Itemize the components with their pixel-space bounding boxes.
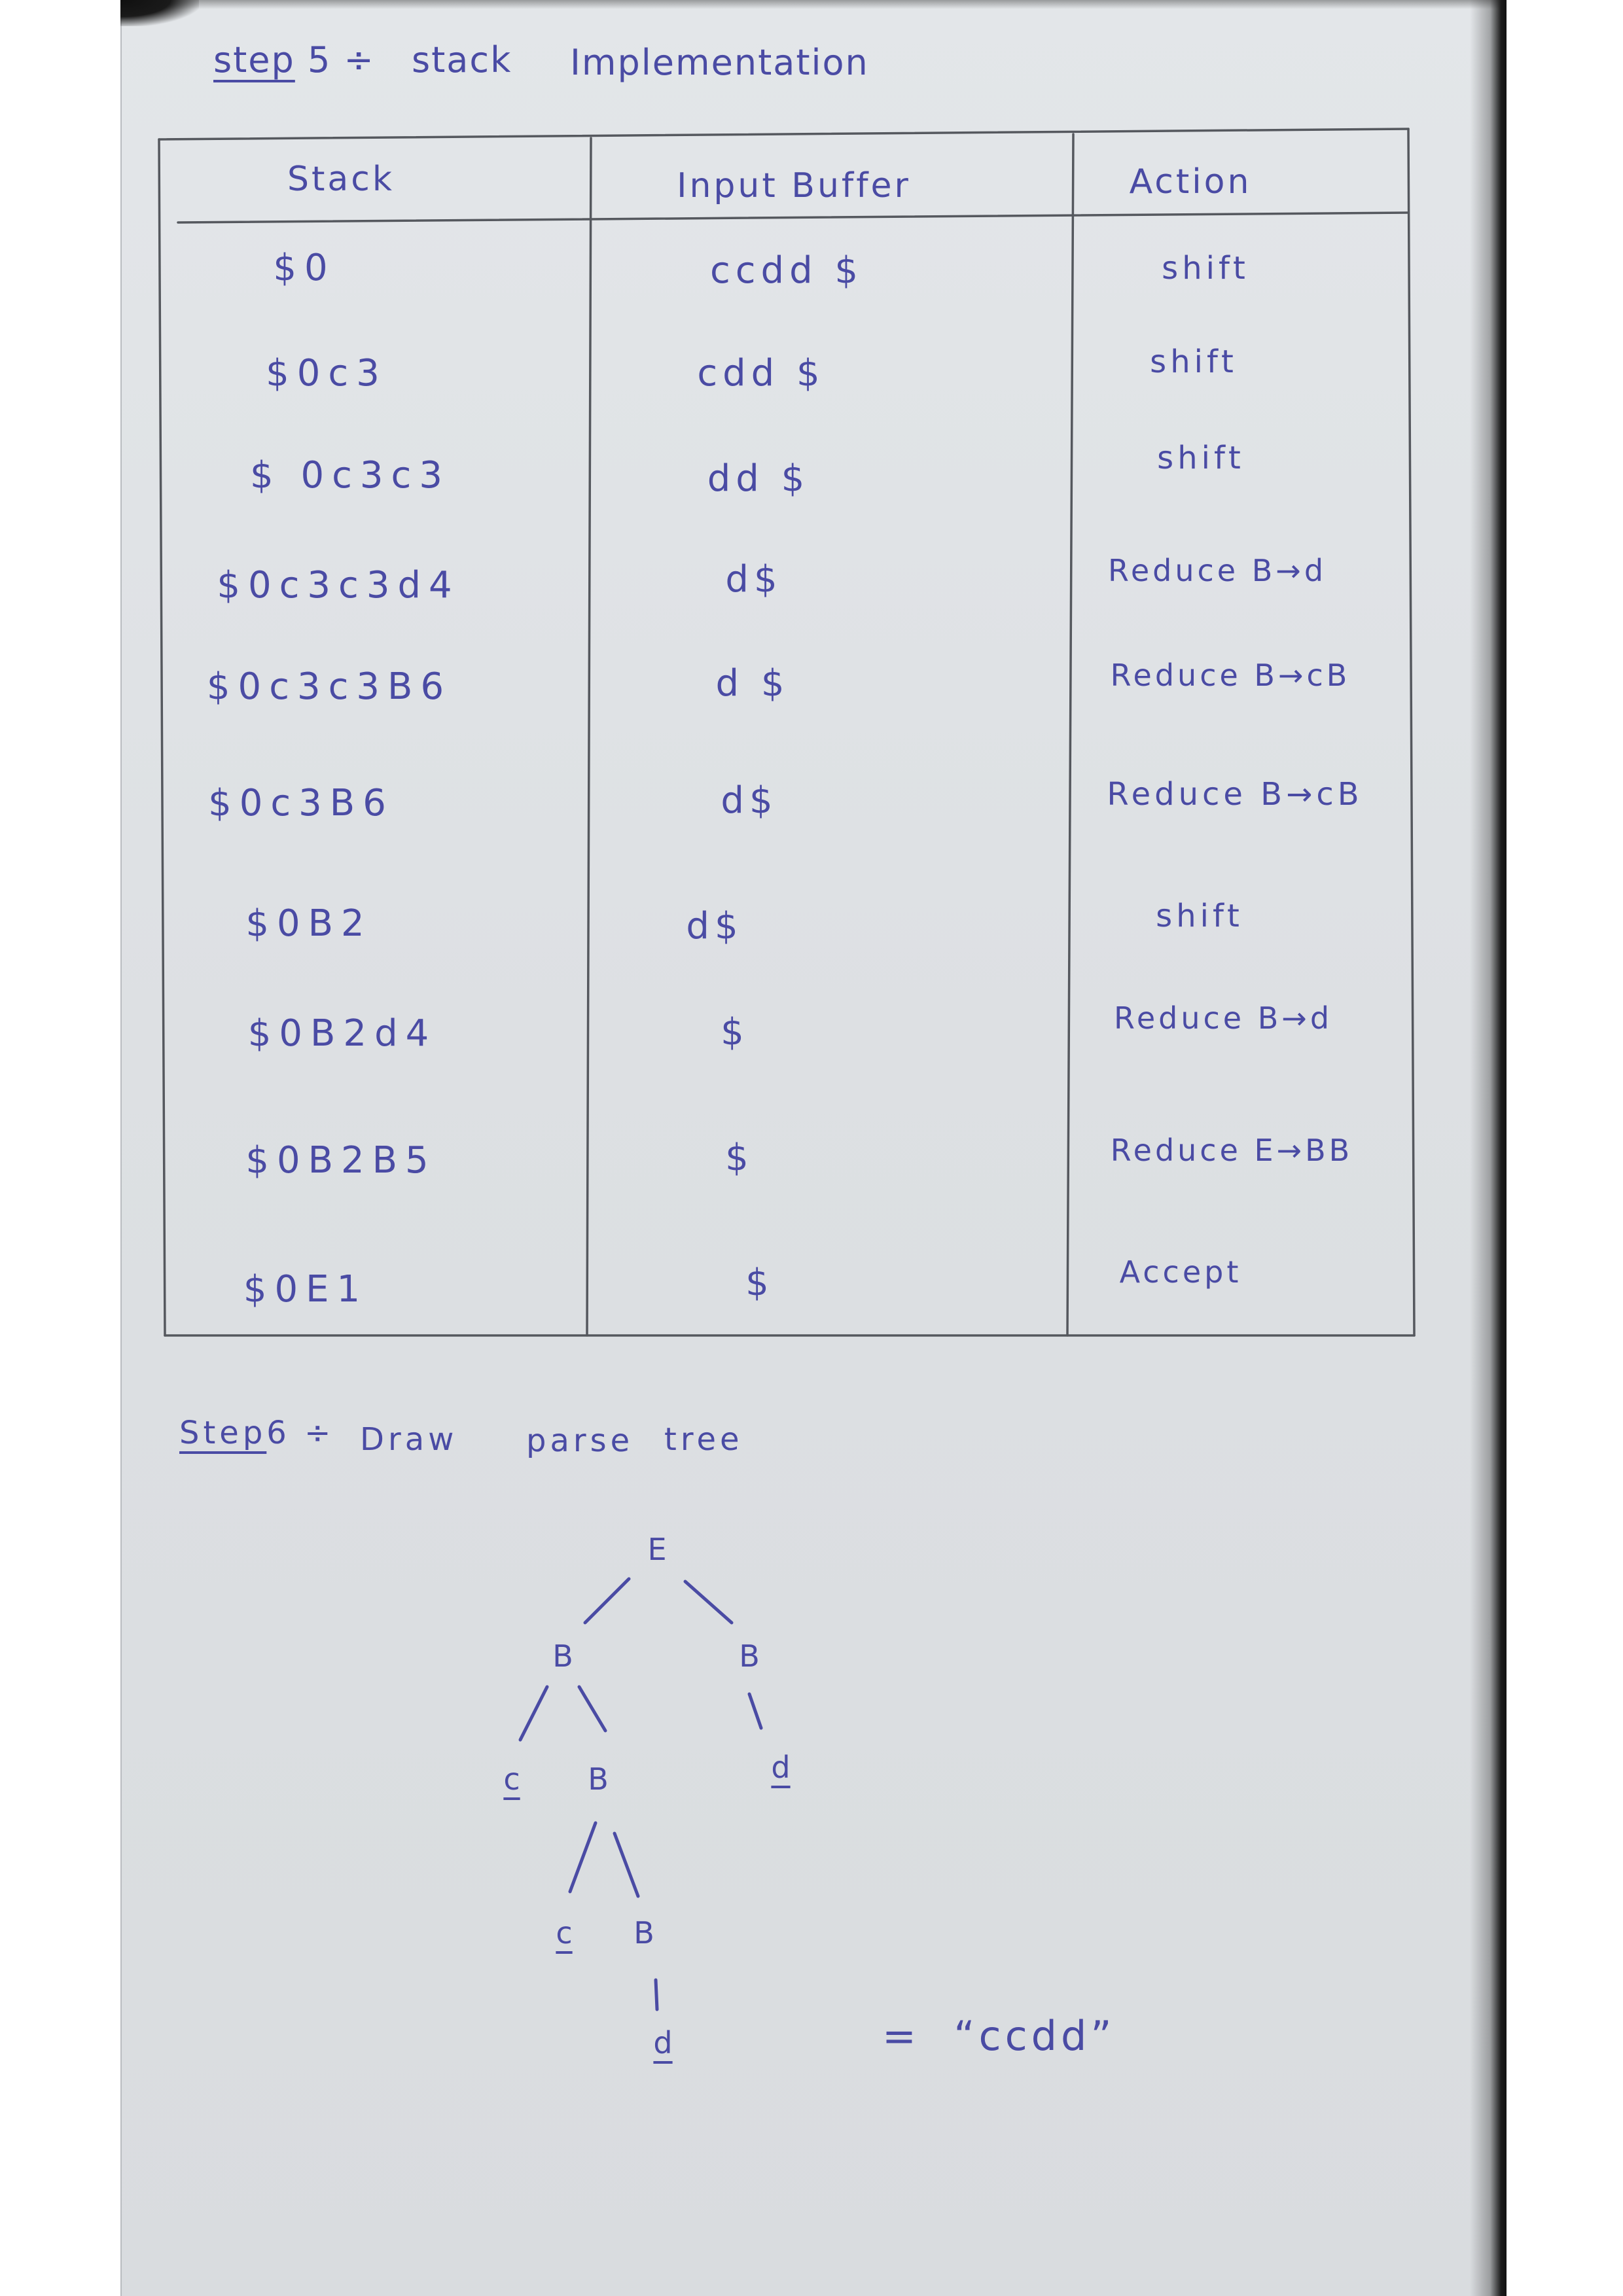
tree-leaf: d — [771, 1750, 791, 1785]
stack-cell: $0c3B6 — [208, 782, 394, 824]
stack-cell: $0c3c3B6 — [206, 665, 452, 708]
step6-word-draw: Draw — [360, 1421, 458, 1458]
table-border-left — [159, 139, 165, 1335]
action-cell: Reduce B→d — [1107, 553, 1327, 588]
input-cell: d$ — [686, 905, 743, 947]
tree-edge-b-c-lower — [570, 1823, 596, 1892]
tree-node-root: E — [647, 1532, 667, 1567]
table-header-action: Action — [1129, 162, 1252, 202]
action-cell: shift — [1162, 250, 1249, 287]
input-cell: cdd $ — [697, 352, 825, 395]
table-header-divider — [178, 213, 1408, 222]
tree-leaf: c — [556, 1915, 573, 1951]
input-cell: d$ — [725, 558, 783, 601]
tree-node: B — [739, 1638, 760, 1674]
action-cell: Reduce B→cB — [1107, 776, 1363, 813]
action-cell: Accept — [1119, 1254, 1242, 1290]
stack-cell: $0B2 — [245, 902, 372, 945]
step-number: 5 ÷ — [294, 39, 375, 80]
stack-cell: $ 0c3c3 — [250, 454, 450, 497]
step-number: 6 ÷ — [266, 1415, 335, 1451]
heading-word-implementation: Implementation — [570, 42, 869, 83]
input-cell: dd $ — [707, 457, 810, 500]
table-border-right — [1408, 129, 1414, 1335]
step6-word-tree: tree — [664, 1421, 743, 1458]
stack-cell: $0E1 — [243, 1268, 368, 1311]
step6-label — [179, 1417, 334, 1449]
input-cell: $ — [745, 1262, 774, 1304]
tree-leaf: d — [653, 2025, 673, 2060]
input-cell: d$ — [721, 779, 778, 822]
input-cell: $ — [721, 1011, 749, 1053]
table-header-input-buffer: Input Buffer — [677, 166, 911, 205]
tree-edge-b-b-lower — [615, 1833, 638, 1896]
action-cell: shift — [1156, 898, 1243, 934]
table-column-divider-1 — [587, 138, 591, 1335]
input-cell: ccdd $ — [709, 249, 864, 292]
step-word: Step — [179, 1415, 267, 1451]
tree-leaf: c — [503, 1761, 520, 1797]
action-cell: shift — [1157, 440, 1245, 476]
input-cell: $ — [725, 1137, 754, 1179]
step-word: step — [213, 39, 295, 80]
input-cell: d $ — [715, 662, 790, 705]
table-header-stack: Stack — [287, 160, 395, 199]
heading-word-stack: stack — [412, 39, 512, 80]
tree-edge-b-d-lower — [656, 1980, 657, 2009]
tree-edge-e-b-left — [585, 1579, 629, 1623]
tree-edge-e-b-right — [685, 1581, 732, 1623]
table-border-top — [159, 129, 1408, 139]
tree-node: B — [552, 1638, 573, 1674]
tree-node: B — [588, 1761, 609, 1797]
stack-cell: $0B2B5 — [245, 1139, 437, 1182]
action-cell: Reduce B→cB — [1110, 658, 1351, 693]
tree-edge-b-d — [749, 1694, 761, 1728]
action-cell: Reduce E→BB — [1110, 1133, 1353, 1168]
table-column-divider-2 — [1067, 134, 1073, 1335]
action-cell: shift — [1150, 344, 1238, 380]
stack-cell: $0c3c3d4 — [217, 564, 460, 607]
action-cell: Reduce B→d — [1113, 1000, 1333, 1036]
step6-word-parse: parse — [526, 1422, 634, 1459]
tree-node: B — [633, 1915, 654, 1951]
derived-string: = “ccdd” — [882, 2012, 1116, 2060]
tree-edge-b-b — [579, 1687, 605, 1731]
tree-edge-b-c — [520, 1687, 547, 1740]
stack-cell: $0c3 — [266, 352, 387, 395]
stack-cell: $0B2d4 — [247, 1012, 437, 1055]
stack-cell: $0 — [273, 247, 336, 289]
